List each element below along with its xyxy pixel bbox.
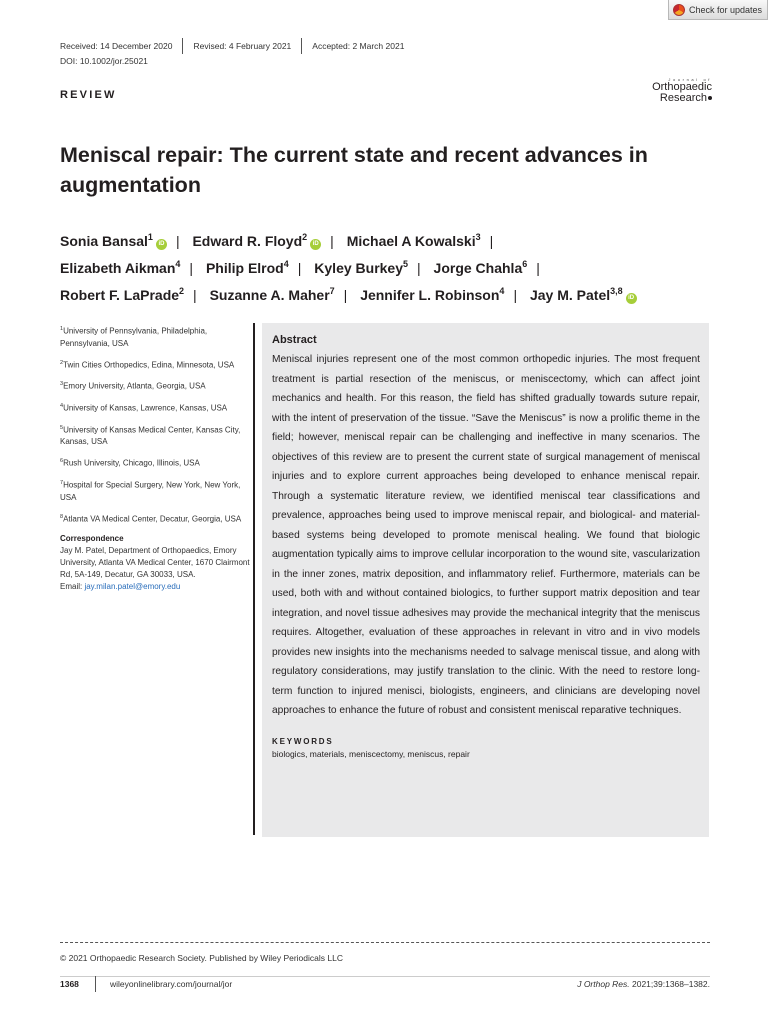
author-divider: | [513, 287, 518, 303]
article-dates [60, 38, 404, 54]
article-title: Meniscal repair: The current state and recent advances in augmentation [60, 143, 648, 197]
author[interactable]: Kyley Burkey$^5$ [314, 259, 409, 276]
author-divider: | [536, 260, 540, 276]
revised-date: Revised: 4 February 2021 [193, 41, 292, 51]
author-divider: | [343, 287, 348, 303]
journal-logo-line2 [640, 93, 712, 104]
date-separator [301, 38, 302, 54]
author[interactable]: Robert F. LaPrade$^2$ [60, 286, 185, 303]
copyright: © 2021 Orthopaedic Research Society. Published by Wiley Periodicals LLC [60, 953, 343, 963]
correspondence-body: Jay M. Patel, Department of Orthopaedics, Emory University, Atlanta VA Medical Center, 1670 Clairmont Rd, 5A-149, Decatur, GA 30033, USA. [60, 546, 250, 580]
abstract-heading: Abstract [272, 334, 317, 346]
page-number: 1368 [60, 979, 79, 989]
correspondence-email-line: Email: jay.milan.patel@emory.edu [60, 582, 181, 592]
author[interactable]: Michael A Kowalski$^3$ [346, 232, 481, 249]
citation: J Orthop Res. 2021;39:1368–1382. [577, 979, 710, 989]
journal-url[interactable]: wileyonlinelibrary.com/journal/jor [110, 979, 233, 989]
author[interactable]: Sonia Bansal$^1$iD [60, 233, 167, 249]
author-divider: | [175, 233, 180, 249]
accepted-date: Accepted: 2 March 2021 [312, 41, 405, 51]
check-for-updates-button[interactable] [668, 0, 768, 20]
logo-dot-icon [708, 96, 712, 100]
footer-rule [60, 942, 710, 943]
affiliation: $^5$University of Kansas Medical Center, Kansas City, Kansas, USA [60, 424, 241, 447]
journal-logo [640, 78, 712, 104]
author-divider: | [297, 260, 302, 276]
page-separator [95, 976, 96, 992]
crossmark-icon [673, 4, 685, 16]
author[interactable]: Philip Elrod$^4$ [205, 259, 289, 276]
author-divider: | [193, 287, 197, 303]
received-date: Received: 14 December 2020 [60, 41, 173, 51]
orcid-icon[interactable]: iD [626, 293, 637, 304]
check-for-updates-label: Check for updates [689, 4, 763, 15]
orcid-icon[interactable]: iD [310, 239, 321, 250]
footer-line [60, 976, 710, 977]
orcid-icon[interactable]: iD [156, 239, 167, 250]
journal-logo-line1: Orthopaedic [652, 81, 712, 93]
keywords-text: biologics, materials, meniscectomy, meniscus, repair [272, 748, 470, 759]
journal-logo-of: Journal of [668, 77, 712, 82]
author[interactable]: Jennifer L. Robinson$^4$ [360, 286, 505, 303]
author-divider: | [189, 260, 194, 276]
abstract-panel [262, 323, 709, 837]
affiliation: $^2$Twin Cities Orthopedics, Edina, Minnesota, USA [60, 359, 235, 370]
author-divider: | [417, 260, 421, 276]
keywords-heading: KEYWORDS [272, 736, 334, 746]
journal-logo-line2-text: Research [659, 92, 707, 104]
section-label: REVIEW [60, 89, 117, 101]
affiliation: $^6$Rush University, Chicago, Illinois, USA [60, 458, 200, 468]
abstract-text: Meniscal injuries represent one of the most common orthopedic injuries. The most frequent treatment is partial resection of the meniscus, or meniscectomy, which can affect joint mechanics and health. For this reason, the field has shifted gradually towards suture repair, with the intent of preservation of the tissue. “Save the Meniscus” is now a prolific theme in the field; however, meniscal repair can be challenging and ineffective in many scenarios. The objectives of this review are to present the current state of surgical management of meniscal injuries and to explore current approaches being developed to enhance meniscal repair. Through a systematic literature review, we identified meniscal tear classifications and prevalence, approaches being used to improve meniscal repair, and biological- and material-based systems being developed to promote meniscal healing. We found that biologic augmentation typically aims to improve cellular incorporation to the wound site, vascularization in the inner zones, matrix deposition, and inflammatory relief. Furthermore, materials can be used, both with and without contained biologics, to further support matrix deposition and tear integration, and novel tissue adhesives may provide the mechanical integrity that the meniscus requires. Altogether, evaluation of these approaches in relevant in vitro and in vivo models provides new insights into the mechanisms needed to salvage meniscal tissue, and along with regulatory considerations, may justify translation to the clinic. With the need to restore long-term function to injured menisci, biologists, engineers, and clinicians are developing novel approaches to enhance the future of robust and consistent meniscal reparative techniques. [272, 354, 700, 716]
affiliation: $^4$University of Kansas, Lawrence, Kansas, USA [60, 402, 228, 413]
author[interactable]: Edward R. Floyd$^2$iD [192, 233, 321, 249]
author[interactable]: Elizabeth Aikman$^4$ [60, 259, 181, 276]
affiliation: $^1$University of Pennsylvania, Philadelphia, Pennsylvania, USA [60, 326, 208, 348]
column-divider [253, 323, 255, 835]
author[interactable]: Jorge Chahla$^6$ [433, 259, 528, 276]
affiliation: $^7$Hospital for Special Surgery, New York, New York, USA [60, 479, 241, 502]
author[interactable]: Suzanne A. Maher$^7$ [209, 286, 335, 303]
author-divider: | [330, 233, 334, 249]
doi: DOI: 10.1002/jor.25021 [60, 56, 148, 66]
author-divider: | [489, 233, 494, 249]
affiliations-column [60, 323, 250, 593]
author-list [60, 226, 740, 307]
email-link[interactable]: jay.milan.patel@emory.edu [84, 582, 181, 592]
affiliation: $^3$Emory University, Atlanta, Georgia, USA [60, 381, 206, 391]
author[interactable]: Jay M. Patel$^{3,8}$iD [530, 287, 637, 303]
correspondence-heading: Correspondence [60, 534, 124, 544]
affiliation: $^8$Atlanta VA Medical Center, Decatur, Georgia, USA [60, 513, 242, 524]
date-separator [182, 38, 183, 54]
